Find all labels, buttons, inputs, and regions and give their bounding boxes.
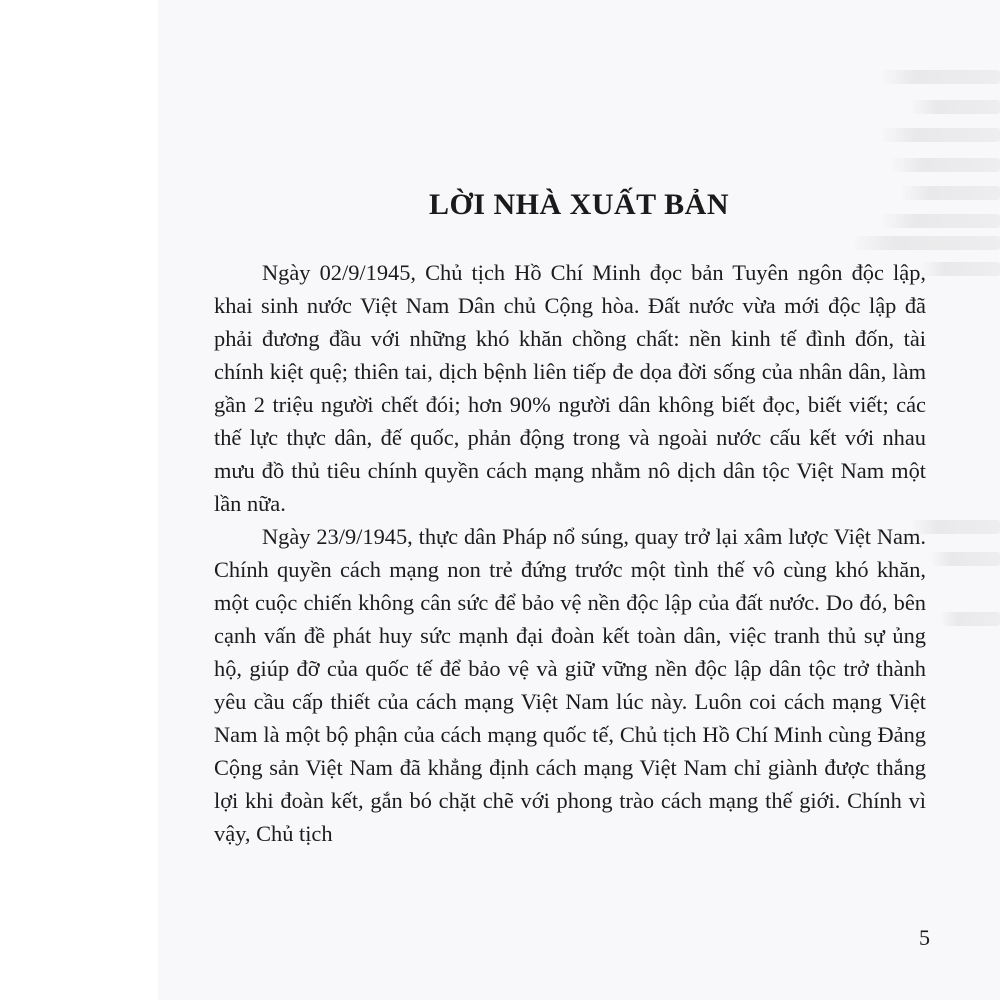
paragraph-1: Ngày 02/9/1945, Chủ tịch Hồ Chí Minh đọc bản Tuyên ngôn độc lập, khai sinh nước Việt Nam Dân chủ Cộng hòa. Đất nước vừa mới độc lập đã phải đương đầu với những khó khăn chồng chất: nền kinh tế đình đốn, tài chính kiệt quệ; thiên tai, dịch bệnh liên tiếp đe dọa đời sống của nhân dân, làm gần 2 triệu người chết đói; hơn 90% người dân không biết đọc, biết viết; các thế lực thực dân, đế quốc, phản động trong và ngoài nước cấu kết với nhau mưu đồ thủ tiêu chính quyền cách mạng nhằm nô dịch dân tộc Việt Nam một lần nữa. xyxy=(214,260,926,516)
paragraph-2: Ngày 23/9/1945, thực dân Pháp nổ súng, quay trở lại xâm lược Việt Nam. Chính quyền cách mạng non trẻ đứng trước một tình thế vô cùng khó khăn, một cuộc chiến không cân sức để bảo vệ nền độc lập của đất nước. Do đó, bên cạnh vấn đề phát huy sức mạnh đại đoàn kết toàn dân, việc tranh thủ sự ủng hộ, giúp đỡ của quốc tế để bảo vệ và giữ vững nền độc lập dân tộc trở thành yêu cầu cấp thiết của cách mạng Việt Nam lúc này. Luôn coi cách mạng Việt Nam là một bộ phận của cách mạng quốc tế, Chủ tịch Hồ Chí Minh cùng Đảng Cộng sản Việt Nam đã khẳng định cách mạng Việt Nam chỉ giành được thắng lợi khi đoàn kết, gắn bó chặt chẽ với phong trào cách mạng thế giới. Chính vì vậy, Chủ tịch xyxy=(214,524,926,846)
page-number: 5 xyxy=(919,925,930,950)
page-title: LỜI NHÀ XUẤT BẢN xyxy=(429,188,729,221)
body-text xyxy=(214,256,926,850)
book-page xyxy=(158,0,1000,1000)
